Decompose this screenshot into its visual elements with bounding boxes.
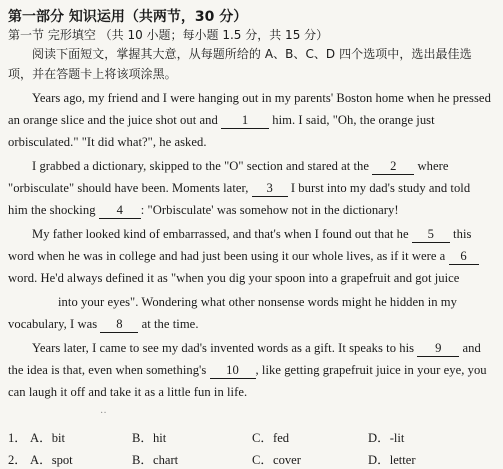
passage-text: where [417, 159, 449, 173]
passage-line-1: Years ago, my friend and I were hanging out in my parents' Boston home when he pressed [32, 91, 491, 105]
part-title: 第一部分 知识运用（共两节，30 分） [8, 9, 248, 25]
instruction-line-2: 项，并在答题卡上将该项涂黑。 [8, 67, 177, 81]
option-a[interactable]: A．bit [30, 431, 65, 445]
option-d[interactable]: D．-lit [368, 431, 405, 445]
passage-text: him. I said, "Oh, the orange just [272, 113, 435, 127]
passage-line-14: can laugh it off and take it as a little fun in life. [8, 385, 248, 399]
passage-line-8 [8, 246, 494, 266]
blank-2: 2 [372, 159, 414, 175]
option-c[interactable]: C．cover [252, 453, 301, 467]
scan-mark: ·· [100, 408, 107, 419]
passage-line-7 [8, 224, 494, 244]
passage-text: I grabbed a dictionary, skipped to the "O" section and stared at the [32, 159, 370, 173]
blank-1: 1 [221, 113, 269, 129]
blank-3: 3 [252, 181, 288, 197]
passage-line-6 [8, 200, 494, 220]
blank-4: 4 [99, 203, 141, 219]
passage-line-11 [8, 314, 494, 334]
passage-line-13 [8, 360, 494, 380]
option-b[interactable]: B．chart [132, 453, 179, 467]
blank-9: 9 [417, 341, 459, 357]
passage-text: this [453, 227, 472, 241]
passage-line-10: into your eyes". Wondering what other nonsense words might he hidden in my [58, 295, 457, 309]
passage-text: vocabulary, I was [8, 317, 98, 331]
passage-line-9: word. He'd always defined it as "when you dig your spoon into a grapefruit and got juice [8, 271, 460, 285]
passage-text: the idea is that, even when something's [8, 363, 207, 377]
section-title: 第一节 完形填空 （共 10 小题；每小题 1.5 分，共 15 分） [8, 28, 329, 42]
option-a[interactable]: A．spot [30, 453, 73, 467]
passage-line-3: orbisculated." "It did what?", he asked. [8, 135, 207, 149]
passage-text: at the time. [141, 317, 199, 331]
passage-text: word when he was in college and had just been using it our whole lives, as if it were a [8, 249, 446, 263]
option-c[interactable]: C．fed [252, 431, 290, 445]
question-number: 1． [8, 431, 27, 445]
passage-line-12 [8, 338, 494, 358]
passage-text: an orange slice and the juice shot out and [8, 113, 218, 127]
passage-text: My father looked kind of embarrassed, and that's when I found out that he [32, 227, 409, 241]
blank-8: 8 [100, 317, 138, 333]
passage-text: and [462, 341, 481, 355]
passage-line-2 [8, 110, 494, 130]
passage-text: : "Orbisculate' was somehow not in the dictionary! [140, 203, 399, 217]
option-b[interactable]: B．hit [132, 431, 167, 445]
blank-10: 10 [210, 363, 256, 379]
passage-text: I burst into my dad's study and told [290, 181, 471, 195]
question-number: 2． [8, 453, 27, 467]
passage-text: Years later, I came to see my dad's invented words as a gift. It speaks to his [32, 341, 415, 355]
passage-text: "orbisculate" should have been. Moments later, [8, 181, 249, 195]
option-d[interactable]: D．letter [368, 453, 416, 467]
passage-text: him the shocking [8, 203, 96, 217]
blank-6: 6 [449, 249, 479, 265]
passage-text: , like getting grapefruit juice in your eye, you [255, 363, 487, 377]
passage-line-5 [8, 178, 494, 198]
blank-5: 5 [412, 227, 450, 243]
passage-line-4 [8, 156, 494, 176]
instruction-line-1: 阅读下面短文，掌握其大意，从每题所给的 A、B、C、D 四个选项中，选出最佳选 [32, 47, 472, 61]
